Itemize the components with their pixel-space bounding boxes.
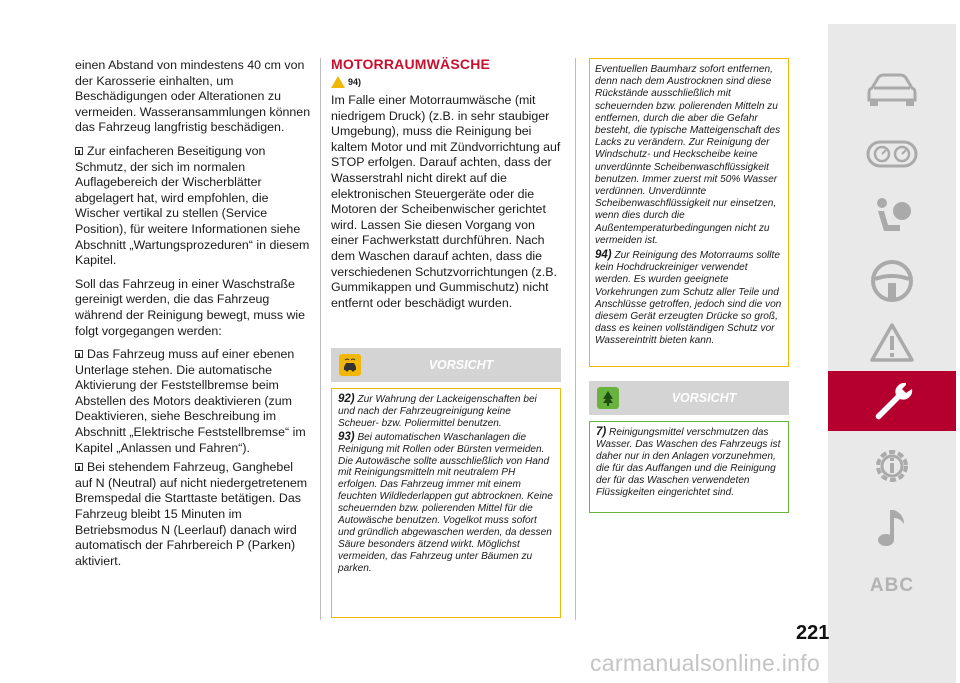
vorsicht-body [589,421,789,513]
note: 93) Bei automatischen Waschanlagen die Reinigung mit Rollen oder Bürsten vermeiden. Die Autowäsche sollte ausschließlich von Hand mit Reinigungsmitteln mit neutralem PH erfolgen. Das Fahrzeug immer mit einem feuchten Wildlederlappen gut abtrocknen. Keine scheuernden bzw. polierenden Mittel für die Autowäsche benutzen. Vogelkot muss sofort und gründlich abgewaschen werden, da dessen Säure besonders ätzend wirkt. Möglichst vermeiden, das Fahrzeug unter Bäumen zu parken. [338,430,553,574]
note: 7) Reinigungsmittel verschmutzen das Wasser. Das Waschen des Fahrzeugs ist daher nur in den Anlagen vorzunehmen, die für das Auffangen und die Reinigung der für das Waschen verwendeten Flüssigkeiten eingerichtet sind. [596,426,781,498]
airbag-seat-icon[interactable] [828,189,956,245]
abc-index-label[interactable]: ABC [869,575,915,596]
note: Eventuellen Baumharz sofort entfernen, denn nach dem Austrocknen sind diese Rückstände ausschließlich mit scheuernden bzw. polierenden Mitteln zu entfernen, durch die aber die Gefahr besteht, die typische Matteigenschaft des Lacks zu verändern. Zur Reinigung der Windschutz- und Heckscheibe keine unverdünnte Scheibenwaschflüssigkeit benutzen. Immer zuerst mit 50% Wasser verdünnen. Unverdünnte Scheibenwaschflüssigkeit nur einsetzen, wenn dies durch die Außentemperaturbedingungen nicht zu vermeiden ist. [595,64,781,246]
car-icon[interactable] [828,62,956,118]
bullet-paragraph: Zur einfacheren Beseitigung von Schmutz, der sich im normalen Auflagebereich der Wischerblätter abgelagert hat, wird empfohlen, die Wischer vertikal zu stellen (Service Position), für weitere Informationen siehe Abschnitt „Wartungsprozeduren“ in diesem Kapitel. [75,143,310,268]
chapter-sidebar [828,24,956,683]
steering-wheel-icon[interactable] [828,253,956,309]
continued-warning-box [589,58,789,367]
watermark: carmanualsonline.info [590,650,821,676]
dashboard-gauges-icon[interactable] [828,126,956,182]
vorsicht-header [589,381,789,415]
car-wash-icon [339,354,361,376]
warning-triangle-icon[interactable] [828,315,956,371]
bullet-paragraph: Bei stehendem Fahrzeug, Ganghebel auf N (Neutral) auf nicht niedergetretenem Bremspedal die Starttaste betätigen. Das Fahrzeug bleibt 15 Minuten im Betriebsmodus N (Leerlauf) danach wird automatisch der Fahrbereich P (Parken) aktiviert. [75,460,308,568]
bullet-paragraph: Das Fahrzeug muss auf einer ebenen Unterlage stehen. Die automatische Aktivierung der Feststellbremse beim Abstellen des Motors deaktivieren (zum Deaktivieren, siehe Beschreibung im Abschnitt „Elektrische Feststellbremse“ im Kapitel „Anlassen und Fahren“). [75,347,306,455]
music-note-icon[interactable] [828,500,956,556]
bullet-icon [75,350,83,358]
vorsicht-body [331,388,561,618]
paragraph: Soll das Fahrzeug in einer Waschstraße gereinigt werden, die das Fahrzeug während der Reinigung bewegt, muss wie folgt vorgegangen werden: [75,276,306,338]
paragraph: einen Abstand von mindestens 40 cm von der Karosserie einhalten, um Beschädigungen oder Alterationen zu vermeiden. Wasseransammlungen können das Fahrzeug langfristig beschädigen. [75,58,311,135]
note: 94) Zur Reinigung des Motorraums sollte kein Hochdruckreiniger verwendet werden. Es wurden geeignete Vorkehrungen zum Schutz aller Teile und Anschlüsse getroffen, jedoch sind die von diesem Gerät erzeugten Drücke so groß, dass es keinen vollständigen Schutz vor Wassereintritt bieten kann. [595,249,782,347]
gear-info-icon[interactable] [828,438,956,494]
column-divider [320,58,321,620]
bullet-icon [75,147,83,155]
section-title: MOTORRAUMWÄSCHE [331,56,491,72]
wrench-icon[interactable] [828,371,956,431]
bullet-icon [75,463,83,471]
left-column [75,58,313,577]
vorsicht-label: VORSICHT [428,358,494,372]
section-body: Im Falle einer Motorraumwäsche (mit niedrigem Druck) (z.B. in sehr staubiger Umgebung), muss die Reinigung bei kaltem Motor und mit Zündvorrichtung auf STOP erfolgen. Darauf achten, dass der Wasserstrahl nicht direkt auf die elektronischen Steuergeräte oder die Motoren der Scheibenwischer gerichtet wird. Lassen Sie diesen Vorgang von einer Fachwerkstatt durchführen. Nach dem Waschen darauf achten, dass die verschiedenen Schutzvorrichtungen (z.B. Gummikappen und Gummischutz) nicht entfernt oder beschädigt wurden. [331,93,561,310]
warning-reference: 94) [331,76,563,88]
environment-tree-icon [597,387,619,409]
middle-column [331,56,563,311]
vorsicht-label: VORSICHT [671,391,737,405]
note: 92) Zur Wahrung der Lackeigenschaften bei und nach der Fahrzeugreinigung keine Scheuer- bzw. Poliermittel benutzen. [338,393,537,429]
page-number: 221 [796,622,830,644]
warning-triangle-icon [331,76,345,88]
vorsicht-header [331,348,561,382]
column-divider [575,58,576,620]
